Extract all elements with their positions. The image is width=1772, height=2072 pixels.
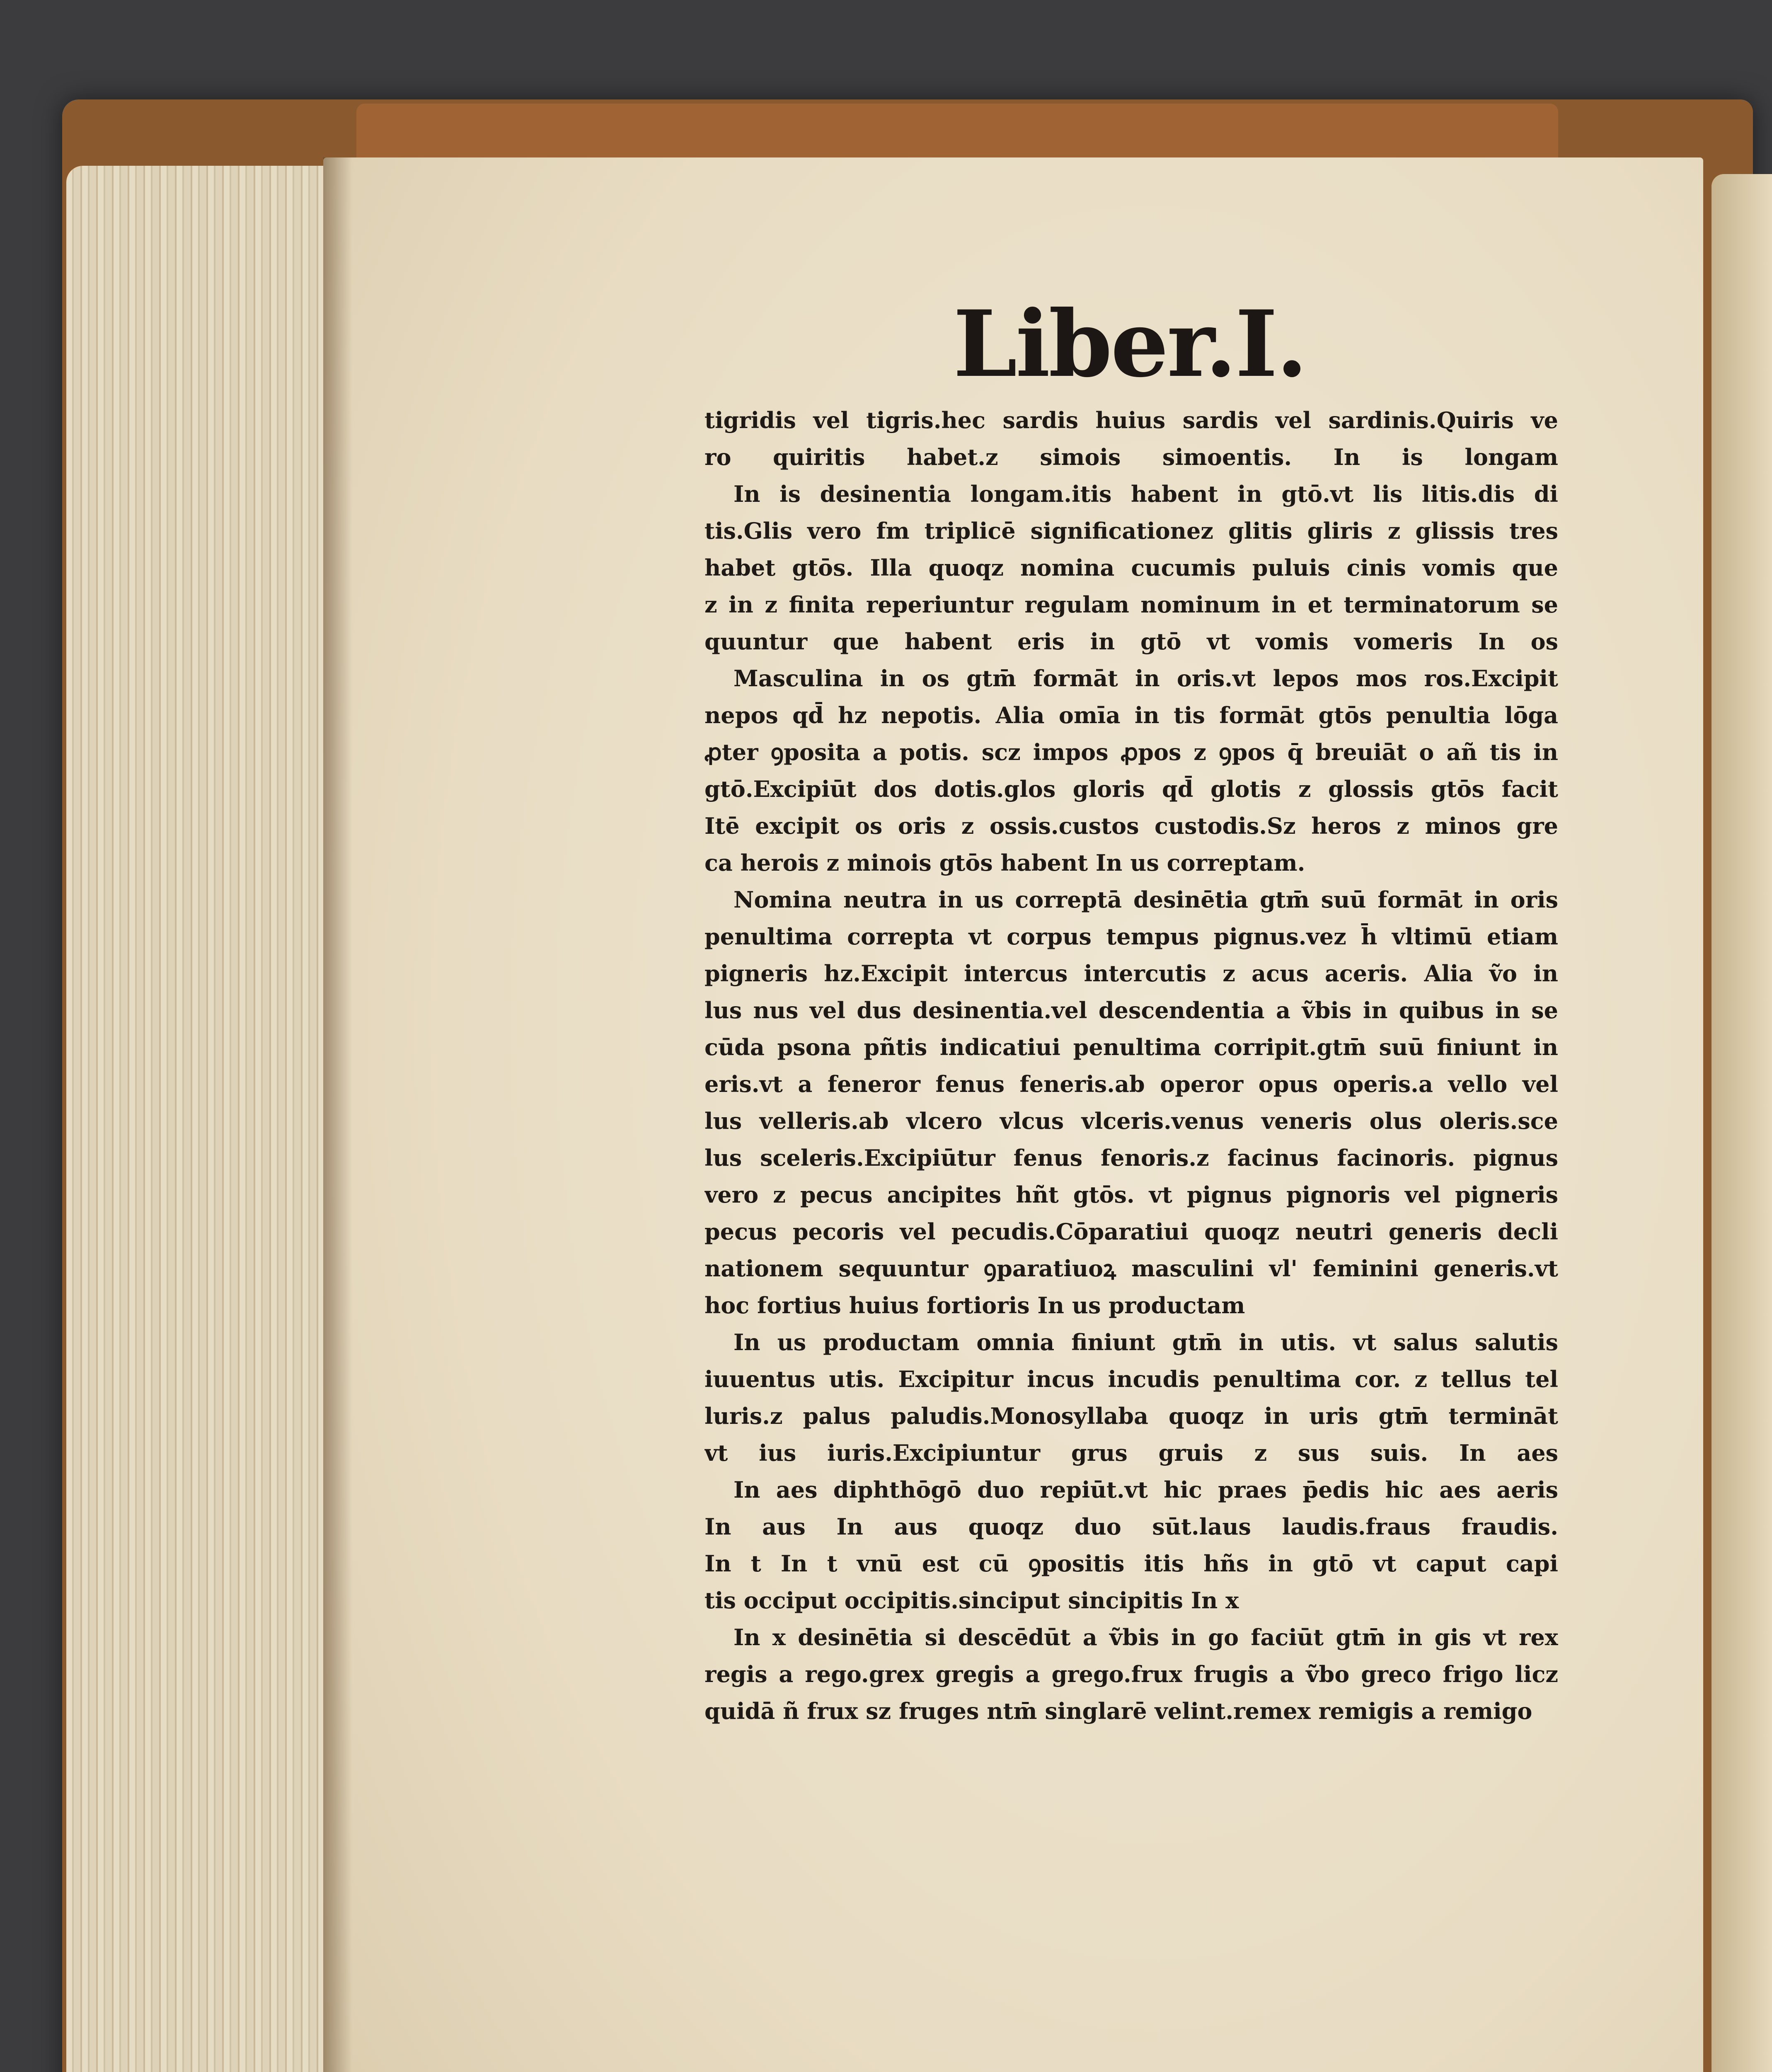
text-line: In aes diphthōgō duo repiūt.vt hic praes p̄edis hic aes aeris bbox=[733, 1477, 1558, 1503]
text-line: nationem sequuntur ꝯparatiuoꝝ masculini vl' feminini generis.vt bbox=[704, 1255, 1558, 1282]
page-title: Liber.I. bbox=[953, 290, 1306, 397]
text-line: In aus In aus quoqz duo sūt.laus laudis.fraus fraudis. bbox=[704, 1513, 1558, 1540]
text-line: quuntur que habent eris in gtō vt vomis vomeris In os bbox=[704, 628, 1558, 655]
text-line: habet gtōs. Illa quoqz nomina cucumis puluis cinis vomis que bbox=[704, 554, 1558, 581]
text-line: In is desinentia longam.itis habent in gtō.vt lis litis.dis di bbox=[733, 481, 1558, 507]
right-page-edge bbox=[1711, 174, 1772, 2072]
page-edges bbox=[66, 166, 332, 2072]
text-line: tigridis vel tigris.hec sardis huius sardis vel sardinis.Quiris ve bbox=[704, 407, 1558, 433]
text-line: ꝓter ꝯposita a potis. scz impos ꝓpos z ꝯpos q̄ breuiāt o añ tis in bbox=[704, 739, 1558, 765]
text-line: pecus pecoris vel pecudis.Cōparatiui quoqz neutri generis decli bbox=[704, 1218, 1558, 1245]
text-line: luris.z palus paludis.Monosyllaba quoqz in uris gtm̄ termināt bbox=[704, 1403, 1558, 1429]
text-line: Itē excipit os oris z ossis.custos custodis.Sz heros z minos gre bbox=[704, 813, 1558, 839]
text-line: ro quiritis habet.z simois simoentis. In is longam bbox=[704, 444, 1558, 470]
page-gutter-shadow bbox=[323, 157, 352, 2072]
text-line: iuuentus utis. Excipitur incus incudis penultima cor. z tellus tel bbox=[704, 1366, 1558, 1392]
text-line: In t In t vnū est cū ꝯpositis itis hñs in gtō vt caput capi bbox=[704, 1550, 1558, 1577]
text-line: vt ius iuris.Excipiuntur grus gruis z sus suis. In aes bbox=[704, 1440, 1558, 1466]
text-line: quidā ñ frux sz fruges ntm̄ singlarē velint.remex remigis a remigo bbox=[704, 1698, 1532, 1724]
text-line: In x desinētia si descēdūt a ṽbis in go faciūt gtm̄ in gis vt rex bbox=[733, 1624, 1558, 1651]
text-line: tis occiput occipitis.sinciput sincipitis In x bbox=[704, 1587, 1239, 1614]
text-line: lus velleris.ab vlcero vlcus vlceris.venus veneris olus oleris.sce bbox=[704, 1108, 1558, 1134]
text-line: nepos qd̄ hz nepotis. Alia omīa in tis formāt gtōs penultia lōga bbox=[704, 702, 1558, 729]
text-line: In us productam omnia finiunt gtm̄ in utis. vt salus salutis bbox=[733, 1329, 1558, 1356]
text-line: gtō.Excipiūt dos dotis.glos gloris qd̄ glotis z glossis gtōs facit bbox=[704, 776, 1558, 802]
text-line: eris.vt a feneror fenus feneris.ab operor opus operis.a vello vel bbox=[704, 1071, 1558, 1097]
text-line: lus sceleris.Excipiūtur fenus fenoris.z facinus facinoris. pignus bbox=[704, 1145, 1558, 1171]
text-line: Nomina neutra in us correptā desinētia gtm̄ suū formāt in oris bbox=[733, 886, 1558, 913]
text-line: z in z finita reperiuntur regulam nominum in et terminatorum se bbox=[704, 591, 1558, 618]
text-line: cūda psona pñtis indicatiui penultima corripit.gtm̄ suū finiunt in bbox=[704, 1034, 1558, 1060]
text-line: ca herois z minois gtōs habent In us correptam. bbox=[704, 850, 1305, 876]
text-line: penultima correpta vt corpus tempus pignus.vez h̄ vltimū etiam bbox=[704, 923, 1558, 950]
text-line: hoc fortius huius fortioris In us productam bbox=[704, 1292, 1245, 1319]
text-block bbox=[704, 402, 1558, 1730]
text-line: vero z pecus ancipites hñt gtōs. vt pignus pignoris vel pigneris bbox=[704, 1181, 1558, 1208]
text-line: Masculina in os gtm̄ formāt in oris.vt lepos mos ros.Excipit bbox=[733, 665, 1558, 692]
text-line: tis.Glis vero fm triplicē significationez glitis gliris z glissis tres bbox=[704, 518, 1558, 544]
text-line: lus nus vel dus desinentia.vel descendentia a ṽbis in quibus in se bbox=[704, 997, 1558, 1024]
text-line: pigneris hz.Excipit intercus intercutis z acus aceris. Alia ṽo in bbox=[704, 960, 1558, 987]
text-line: regis a rego.grex gregis a grego.frux frugis a ṽbo greco frigo licz bbox=[704, 1661, 1558, 1687]
